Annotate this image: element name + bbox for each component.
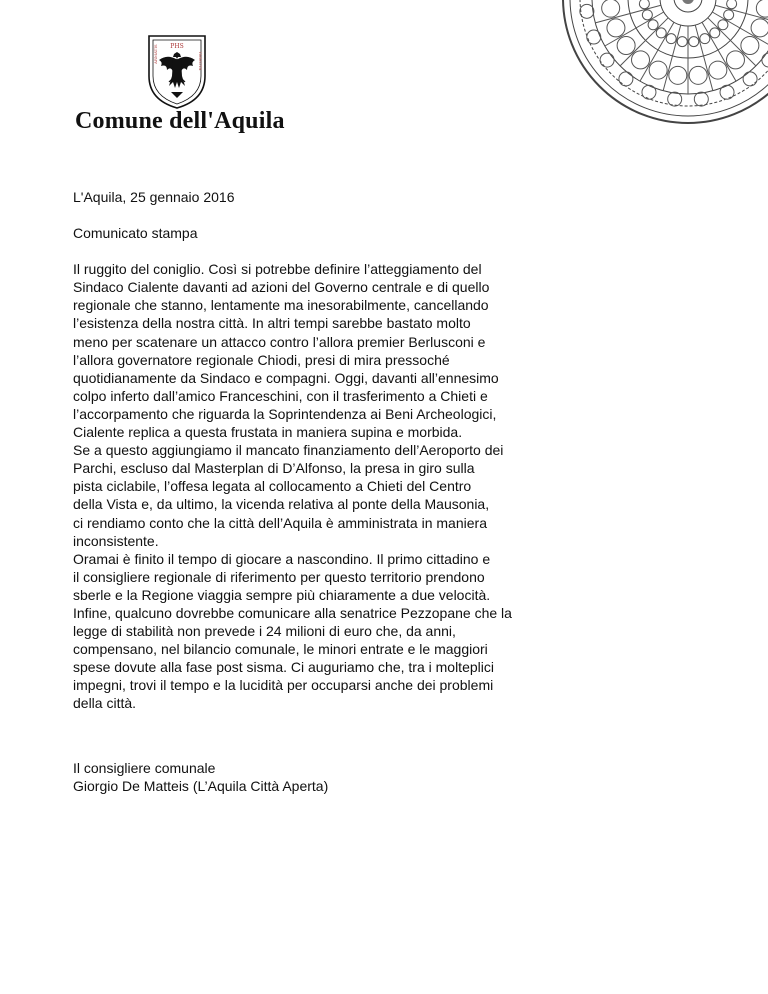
rose-window-icon bbox=[550, 0, 768, 140]
body-line: l’accorpamento che riguarda la Soprintendenza ai Beni Archeologici, bbox=[73, 405, 497, 422]
body-line: Infine, qualcuno dovrebbe comunicare alla senatrice Pezzopane che la bbox=[73, 604, 512, 621]
eagle-shield-icon bbox=[145, 30, 209, 110]
body-line: regionale che stanno, lentamente ma inesorabilmente, cancellando bbox=[73, 297, 489, 314]
body-line: pista ciclabile, l’offesa legata al collocamento a Chieti del Centro bbox=[73, 478, 472, 495]
body-line: impegni, trovi il tempo e la lucidità per occuparsi anche dei problemi bbox=[73, 677, 494, 694]
body-line: l’allora governatore regionale Chiodi, presi di mira pressoché bbox=[73, 351, 450, 368]
body-text bbox=[73, 260, 533, 712]
body-line: meno per scatenare un attacco contro l’allora premier Berlusconi e bbox=[73, 333, 486, 350]
press-release bbox=[73, 188, 533, 795]
subject-line: Comunicato stampa bbox=[73, 225, 198, 242]
crest-left-band: ARMATIS bbox=[153, 44, 158, 64]
body-line: Sindaco Cialente davanti ad azioni del Governo centrale e di quello bbox=[73, 279, 490, 296]
body-line: inconsistente. bbox=[73, 532, 159, 549]
crest-right-band: IMMOTA bbox=[198, 52, 203, 71]
body-line: spese dovute alla fase post sisma. Ci auguriamo che, tra i molteplici bbox=[73, 659, 494, 676]
body-line: della città. bbox=[73, 695, 137, 712]
city-crest-icon bbox=[145, 30, 209, 110]
body-line: Se a questo aggiungiamo il mancato finanziamento dell’Aeroporto dei bbox=[73, 442, 504, 459]
body-line: Il ruggito del coniglio. Così si potrebbe definire l’atteggiamento del bbox=[73, 261, 482, 278]
body-line: l’esistenza della nostra città. In altri tempi sarebbe bastato molto bbox=[73, 315, 471, 332]
body-line: Cialente replica a questa frustata in maniera supina e morbida. bbox=[73, 424, 463, 441]
body-line: il consigliere regionale di riferimento per questo territorio prendono bbox=[73, 568, 485, 585]
signature-role: Il consigliere comunale bbox=[73, 759, 216, 776]
body-line: colpo inferto dall’amico Franceschini, con il trasferimento a Chieti e bbox=[73, 387, 488, 404]
body-line: legge di stabilità non prevede i 24 milioni di euro che, da anni, bbox=[73, 623, 456, 640]
body-line: sberle e la Regione viaggia sempre più chiaramente a due velocità. bbox=[73, 586, 491, 603]
body-line: Oramai è finito il tempo di giocare a nascondino. Il primo cittadino e bbox=[73, 550, 491, 567]
body-line: compensano, nel bilancio comunale, le minori entrate e le maggiori bbox=[73, 641, 488, 658]
body-line: della Vista e, da ultimo, la vicenda relativa al ponte della Mausonia, bbox=[73, 496, 490, 513]
signature-name: Giorgio De Matteis (L’Aquila Città Aperta) bbox=[73, 777, 329, 794]
body-line: quotidianamente da Sindaco e compagni. Oggi, davanti all’ennesimo bbox=[73, 369, 499, 386]
body-line: Parchi, escluso dal Masterplan di D’Alfonso, la presa in giro sulla bbox=[73, 460, 475, 477]
date-line: L'Aquila, 25 gennaio 2016 bbox=[73, 189, 235, 205]
body-line: ci rendiamo conto che la città dell’Aquila è amministrata in maniera bbox=[73, 514, 487, 531]
crest-top-band: PHS bbox=[170, 43, 184, 50]
organization-name: Comune dell'Aquila bbox=[75, 108, 285, 134]
